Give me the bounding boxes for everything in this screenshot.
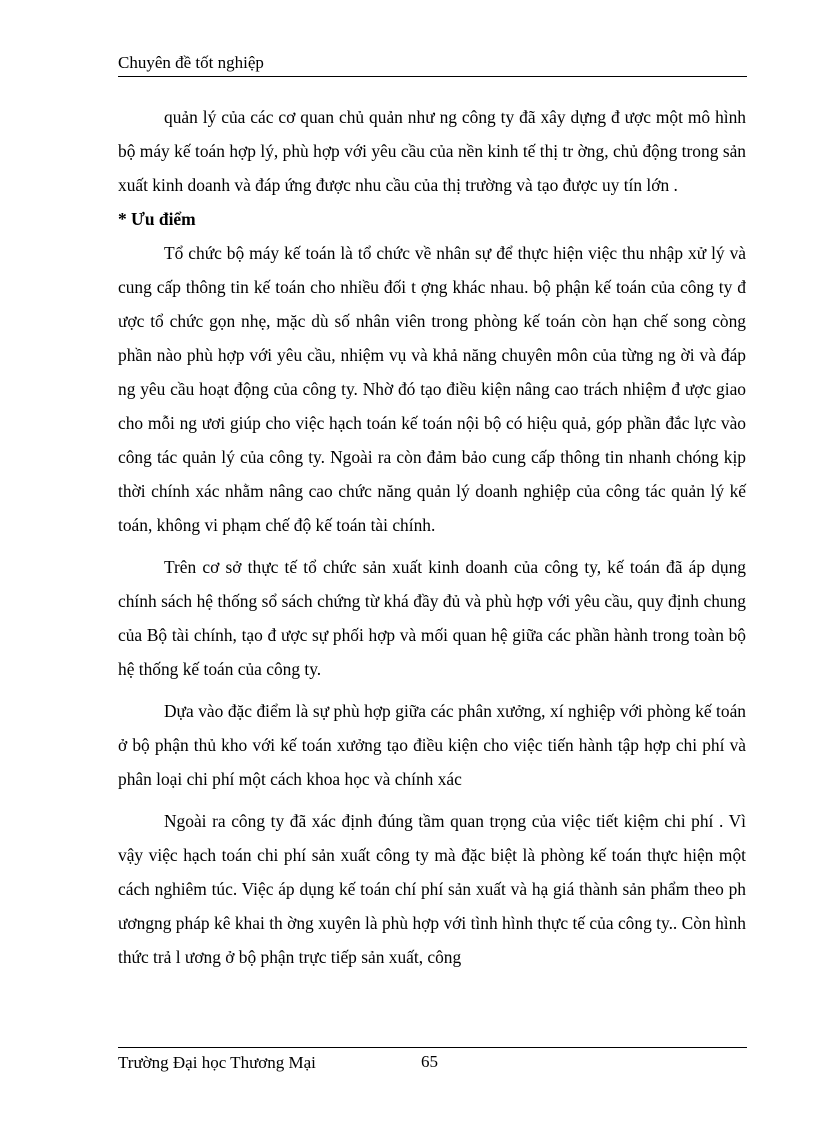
header-rule	[118, 76, 747, 77]
paragraph-4: Ngoài ra công ty đã xác định đúng tầm quan trọng của việc tiết kiệm chi phí . Vì vậy việc hạch toán chi phí sản xuất công ty mà đặc biệt là phòng kế toán thực hiện một cách nghiêm túc. Việc áp dụng kế toán chí phí sản xuất và hạ giá thành sản phẩm theo ph ươngng pháp kê khai th ờng xuyên là phù hợp với tình hình thực tế của công ty.. Còn hình thức trả l ương ở bộ phận trực tiếp sản xuất, công	[118, 811, 746, 967]
page-header-title: Chuyên đề tốt nghiệp	[118, 53, 264, 72]
section-heading: * Ưu điểm	[118, 209, 196, 229]
paragraph-2: Trên cơ sở thực tế tổ chức sản xuất kinh doanh của công ty, kế toán đã áp dụng chính sách hệ thống sổ sách chứng từ khá đầy đủ và phù hợp với yêu cầu, quy định chung của Bộ tài chính, tạo đ ược sự phối hợp và mối quan hệ giữa các phần hành trong toàn bộ hệ thống kế toán của công ty.	[118, 557, 746, 679]
footer-rule	[118, 1047, 747, 1048]
footer-school-name: Trường Đại học Thương Mại	[118, 1053, 316, 1072]
paragraph-1: Tổ chức bộ máy kế toán là tổ chức về nhân sự để thực hiện việc thu nhập xử lý và cung cấp thông tin kế toán cho nhiều đối t ợng khác nhau. bộ phận kế toán của công ty đ ược tổ chức gọn nhẹ, mặc dù số nhân viên trong phòng kế toán còn hạn chế song còng phần nào phù hợp với yêu cầu, nhiệm vụ và khả năng chuyên môn của từng ng ời và đáp ng yêu cầu hoạt động của công ty. Nhờ đó tạo điều kiện nâng cao trách nhiệm đ ược giao cho mỗi ng ươi giúp cho việc hạch toán kế toán nội bộ có hiệu quả, góp phần đắc lực vào công tác quản lý của công ty. Ngoài ra còn đảm bảo cung cấp thông tin nhanh chóng kịp thời chính xác nhằm nâng cao chức năng quản lý doanh nghiệp của công tác quản lý kế toán, không vi phạm chế độ kế toán tài chính.	[118, 243, 746, 535]
paragraph-3: Dựa vào đặc điểm là sự phù hợp giữa các phân xưởng, xí nghiệp với phòng kế toán ở bộ phận thủ kho với kế toán xưởng tạo điều kiện cho việc tiến hành tập hợp chi phí và phân loại chi phí một cách khoa học và chính xác	[118, 701, 746, 789]
document-body	[118, 100, 746, 974]
page-number: 65	[421, 1052, 438, 1071]
intro-paragraph: quản lý của các cơ quan chủ quản như ng công ty đã xây dựng đ ược một mô hình bộ máy kế toán hợp lý, phù hợp với yêu cầu của nền kinh tế thị tr ờng, chủ động trong sản xuất kinh doanh và đáp ứng được nhu cầu của thị trường và tạo được uy tín lớn .	[118, 107, 746, 195]
